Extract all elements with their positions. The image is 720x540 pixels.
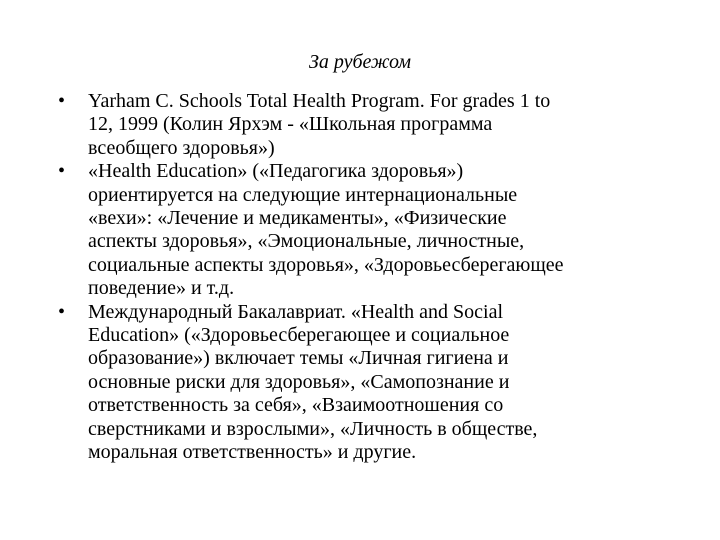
bullet-line: ориентируется на следующие интернациональные [88,183,518,206]
bullet-item [58,90,668,160]
bullet-icon: • [58,160,66,183]
bullet-line: Yarham C. Schools Total Health Program. For grades 1 to [88,90,551,112]
bullet-line: образование») включает темы «Личная гигиена и [88,347,509,370]
bullet-line: «Health Education» («Педагогика здоровья») [88,160,464,183]
bullet-icon: • [58,300,66,323]
bullet-line: поведение» и т.д. [88,277,235,300]
bullet-line: 12, 1999 (Колин Ярхэм - «Школьная программа [88,113,493,136]
bullet-line: социальные аспекты здоровья», «Здоровьесберегающее [88,253,564,276]
bullet-icon: • [58,90,66,112]
bullet-line: аспекты здоровья», «Эмоциональные, личностные, [88,230,525,253]
bullet-line: ответственность за себя», «Взаимоотношения со [88,394,504,417]
bullet-line: сверстниками и взрослыми», «Личность в обществе, [88,417,538,440]
bullet-line: «вехи»: «Лечение и медикаменты», «Физические [88,207,507,230]
bullet-list [58,90,668,465]
bullet-item [58,160,668,300]
bullet-line: основные риски для здоровья», «Самопознание и [88,370,510,393]
bullet-line: Education» («Здоровьесберегающее и социальное [88,324,510,347]
bullet-line: моральная ответственность» и другие. [88,441,417,464]
bullet-line: всеобщего здоровья») [88,136,275,159]
slide-title: За рубежом [308,51,412,73]
bullet-line: Международный Бакалавриат. «Health and Social [88,300,504,323]
bullet-item [58,301,668,465]
